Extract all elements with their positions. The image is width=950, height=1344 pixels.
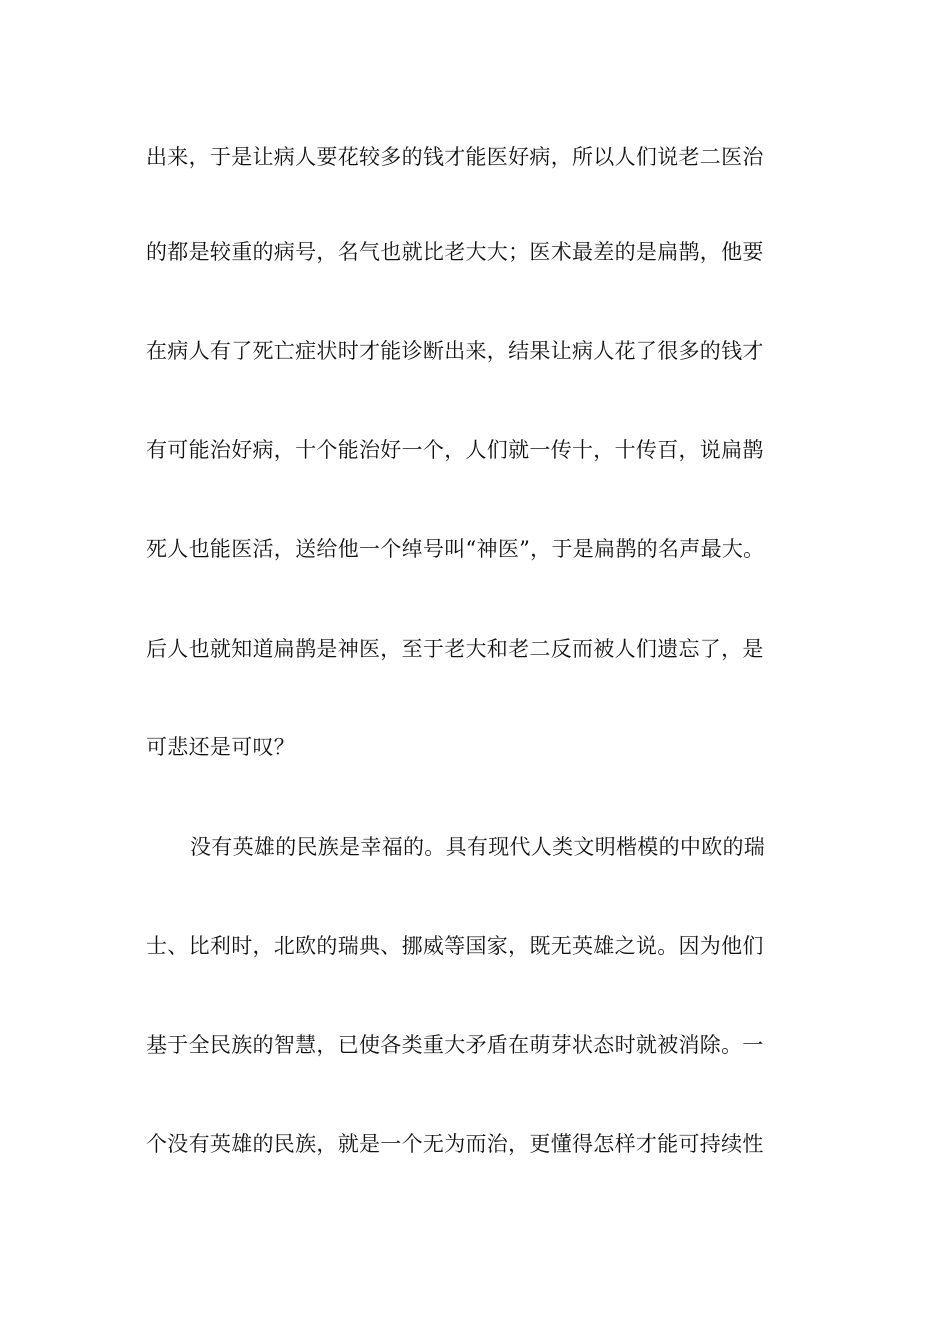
text-line: 在病人有了死亡症状时才能诊断出来，结果让病人花了很多的钱才	[146, 339, 764, 363]
text-line: 的都是较重的病号，名气也就比老大大；医术最差的是扁鹊，他要	[146, 240, 764, 264]
text-line: 死人也能医活，送给他一个绰号叫“神医”，于是扁鹊的名声最大。	[146, 537, 765, 561]
text-line: 有可能治好病，十个能治好一个，人们就一传十，十传百，说扁鹊	[146, 438, 764, 462]
text-line: 后人也就知道扁鹊是神医，至于老大和老二反而被人们遗忘了，是	[146, 637, 764, 661]
text-line: 出来，于是让病人要花较多的钱才能医好病，所以人们说老二医治	[146, 145, 764, 169]
text-line: 可悲还是可叹？	[146, 735, 296, 759]
text-line: 个没有英雄的民族，就是一个无为而治，更懂得怎样才能可持续性	[146, 1132, 764, 1156]
text-line: 士、比利时，北欧的瑞典、挪威等国家，既无英雄之说。因为他们	[146, 934, 764, 958]
text-line: 基于全民族的智慧，已使各类重大矛盾在萌芽状态时就被消除。一	[146, 1033, 764, 1057]
paragraph-first-line: 没有英雄的民族是幸福的。具有现代人类文明楷模的中欧的瑞	[190, 835, 766, 859]
